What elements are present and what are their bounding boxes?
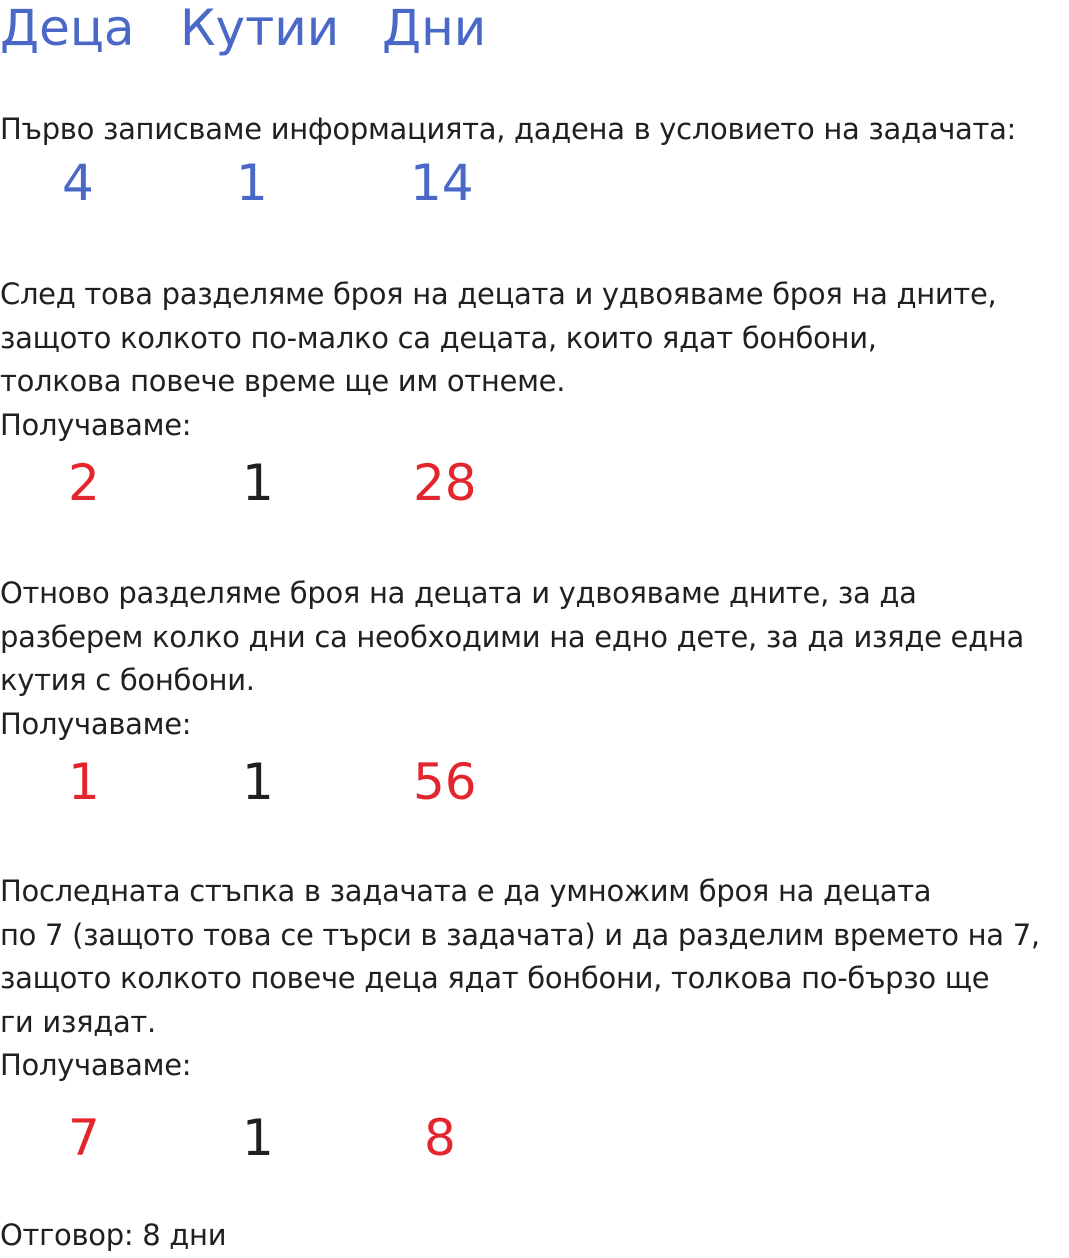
step2-boxes-value: 1 bbox=[242, 454, 274, 512]
header-children: Деца bbox=[0, 0, 135, 57]
answer-text: Отговор: 8 дни bbox=[0, 1218, 227, 1252]
step2-line: толкова повече време ще им отнеме. bbox=[0, 364, 566, 398]
header-days: Дни bbox=[382, 0, 487, 57]
step2-text bbox=[0, 273, 996, 447]
step1-days-value: 14 bbox=[410, 154, 474, 212]
step3-boxes-value: 1 bbox=[242, 753, 274, 811]
step1-line: Първо записваме информацията, дадена в условието на задачата: bbox=[0, 112, 1017, 146]
step3-result-label: Получаваме: bbox=[0, 706, 192, 741]
step2-line: След това разделяме броя на децата и удвояваме броя на дните, bbox=[0, 277, 997, 311]
step3-children-value: 1 bbox=[68, 753, 100, 811]
step4-line: по 7 (защото това се търси в задачата) и да разделим времето на 7, bbox=[0, 917, 1040, 952]
step4-line: защото колкото повече деца ядат бонбони, толкова по-бързо ще bbox=[0, 961, 990, 995]
step4-line: ги изядат. bbox=[0, 1004, 156, 1039]
step3-line: кутия с бонбони. bbox=[0, 663, 255, 697]
step3-line: разберем колко дни са необходими на едно дете, за да изяде една bbox=[0, 619, 1024, 654]
step3-text bbox=[0, 572, 1024, 746]
step3-days-value: 56 bbox=[413, 753, 477, 811]
step4-line: Последната стъпка в задачата е да умножим броя на децата bbox=[0, 874, 932, 908]
step1-children-value: 4 bbox=[62, 154, 94, 212]
step3-line: Отново разделяме броя на децата и удвояваме дните, за да bbox=[0, 576, 917, 610]
step1-boxes-value: 1 bbox=[236, 154, 268, 212]
step2-result-label: Получаваме: bbox=[0, 407, 192, 442]
step4-days-value: 8 bbox=[424, 1109, 456, 1167]
step2-children-value: 2 bbox=[68, 454, 100, 512]
step2-line: защото колкото по-малко са децата, които ядат бонбони, bbox=[0, 320, 877, 355]
step1-text bbox=[0, 108, 1016, 152]
step4-boxes-value: 1 bbox=[242, 1109, 274, 1167]
header-boxes: Кутии bbox=[180, 0, 340, 57]
step4-children-value: 7 bbox=[68, 1109, 100, 1167]
step4-text bbox=[0, 870, 1040, 1088]
step2-days-value: 28 bbox=[413, 454, 477, 512]
step4-result-label: Получаваме: bbox=[0, 1048, 192, 1082]
